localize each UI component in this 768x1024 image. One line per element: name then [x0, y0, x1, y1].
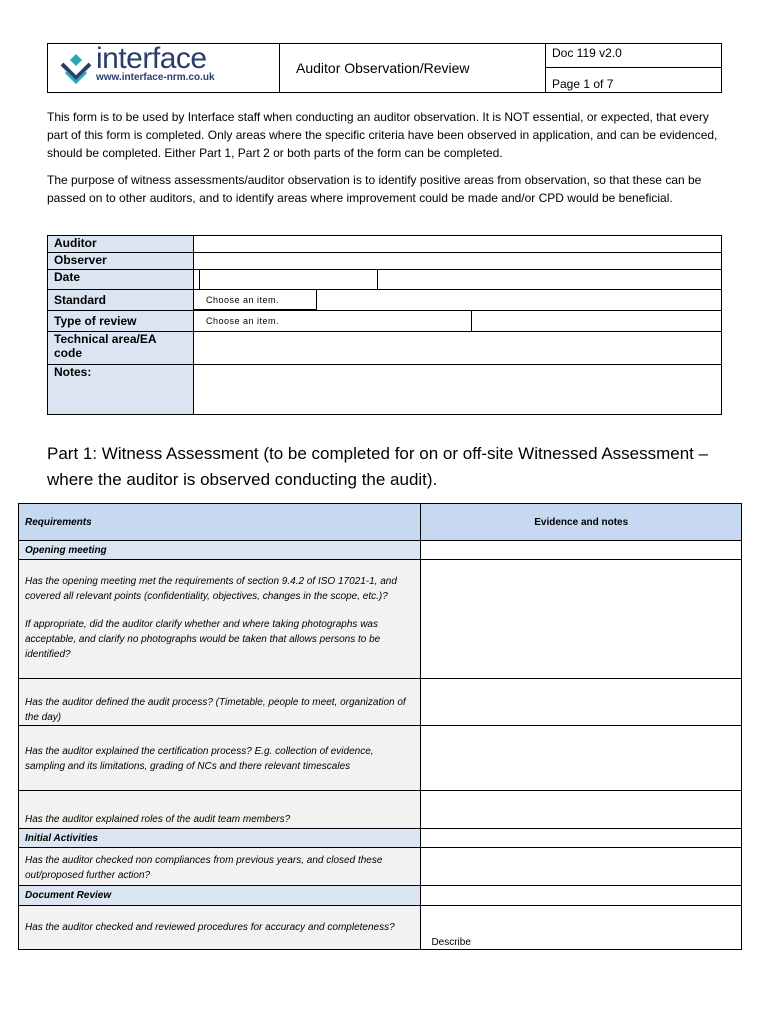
evidence-field[interactable]	[421, 906, 742, 950]
interface-logo-icon	[58, 50, 94, 86]
document-meta-cell	[545, 44, 721, 92]
auditor-field[interactable]	[194, 236, 722, 253]
table-row	[19, 906, 742, 950]
requirement-text: If appropriate, did the auditor clarify whether and where taking photographs was acceptable, and clarify no photographs would be taken that allows persons to be identified?	[25, 619, 381, 660]
table-row	[19, 726, 742, 791]
notes-field[interactable]	[194, 365, 722, 415]
requirement-cell	[19, 848, 421, 886]
intro-paragraph-2: The purpose of witness assessments/auditor observation is to identify positive areas from observation, so that these can be passed on to other auditors, and to identify areas where improvement could be made and/or CPD would be beneficial.	[47, 173, 702, 205]
company-logo	[48, 44, 232, 92]
section-row	[19, 541, 742, 560]
evidence-column-header: Evidence and notes	[421, 504, 742, 541]
section-row	[19, 886, 742, 906]
requirement-text: Has the auditor defined the audit process? (Timetable, people to meet, organization of the day)	[25, 697, 406, 723]
page-number: Page 1 of 7	[552, 77, 614, 91]
part1-title: Part 1: Witness Assessment (to be completed for on or off-site Witnessed Assessment – where the auditor is observed conducting the audit).	[47, 444, 709, 489]
table-row	[19, 679, 742, 726]
auditor-row	[48, 236, 722, 253]
type-of-review-dropdown-value: Choose an item.	[206, 316, 280, 326]
meta-divider	[546, 67, 721, 68]
requirements-table	[18, 503, 742, 950]
evidence-describe-text: Describe	[431, 937, 471, 948]
standard-row	[48, 290, 722, 311]
requirement-cell	[19, 906, 421, 950]
document-header	[47, 43, 722, 93]
section-row	[19, 829, 742, 848]
standard-label: Standard	[48, 290, 194, 311]
technical-area-field[interactable]	[194, 332, 722, 365]
type-of-review-label: Type of review	[48, 311, 194, 332]
doc-reference: Doc 119 v2.0	[552, 46, 622, 60]
evidence-field[interactable]	[421, 560, 742, 679]
logo-wordmark: interface	[96, 42, 207, 75]
type-of-review-dropdown[interactable]	[194, 311, 472, 331]
evidence-field[interactable]	[421, 679, 742, 726]
document-title: Auditor Observation/Review	[296, 60, 470, 76]
section-initial-activities: Initial Activities	[19, 829, 421, 848]
requirement-text: Has the auditor explained the certification process? E.g. collection of evidence, sampling and its limitations, grading of NCs and there relevant timescales	[25, 746, 374, 772]
requirement-cell	[19, 791, 421, 829]
technical-area-row	[48, 332, 722, 365]
requirement-text: Has the auditor explained roles of the audit team members?	[25, 814, 291, 825]
requirement-cell	[19, 560, 421, 679]
auditor-label: Auditor	[48, 236, 194, 253]
requirement-cell	[19, 726, 421, 791]
notes-row	[48, 365, 722, 415]
document-title-cell	[279, 44, 546, 92]
section-document-review: Document Review	[19, 886, 421, 906]
requirement-text: Has the auditor checked and reviewed procedures for accuracy and completeness?	[25, 922, 395, 933]
notes-label: Notes:	[48, 365, 194, 415]
table-row	[19, 848, 742, 886]
type-row	[48, 311, 722, 332]
section-document-evidence	[421, 886, 742, 906]
type-extra-field[interactable]	[472, 311, 721, 331]
standard-dropdown-value: Choose an item.	[206, 294, 280, 305]
logo-url: www.interface-nrm.co.uk	[96, 72, 215, 83]
intro-paragraph-1: This form is to be used by Interface staff when conducting an auditor observation. It is NOT essential, or expected, that every part of this form is completed. Only areas where the specific criteria have been observed in application, and can be evidenced, should be completed. Either Part 1, Part 2 or both parts of the form can be completed.	[47, 110, 718, 160]
observer-label: Observer	[48, 253, 194, 270]
date-label: Date	[48, 270, 194, 290]
date-extra-field[interactable]	[378, 270, 722, 290]
evidence-field[interactable]	[421, 848, 742, 886]
requirement-text: Has the opening meeting met the requirements of section 9.4.2 of ISO 17021-1, and covered all relevant points (confidentiality, objectives, changes in the scope, etc.)?	[25, 576, 397, 602]
standard-dropdown[interactable]	[194, 290, 317, 310]
type-cell	[194, 311, 722, 332]
observer-row	[48, 253, 722, 270]
requirement-cell	[19, 679, 421, 726]
section-opening-meeting: Opening meeting	[19, 541, 421, 560]
observation-info-table	[47, 235, 722, 415]
requirements-column-header: Requirements	[19, 504, 421, 541]
observer-field[interactable]	[194, 253, 722, 270]
date-field[interactable]	[200, 270, 378, 290]
table-row	[19, 560, 742, 679]
standard-cell	[194, 290, 722, 311]
section-initial-evidence	[421, 829, 742, 848]
table-row	[19, 791, 742, 829]
section-opening-evidence	[421, 541, 742, 560]
date-row	[48, 270, 722, 290]
evidence-field[interactable]	[421, 726, 742, 791]
requirements-header-row	[19, 504, 742, 541]
requirement-text: Has the auditor checked non compliances from previous years, and closed these out/proposed further action?	[25, 855, 383, 881]
evidence-field[interactable]	[421, 791, 742, 829]
standard-extra-field[interactable]	[317, 290, 721, 310]
technical-area-label: Technical area/EA code	[48, 332, 194, 365]
